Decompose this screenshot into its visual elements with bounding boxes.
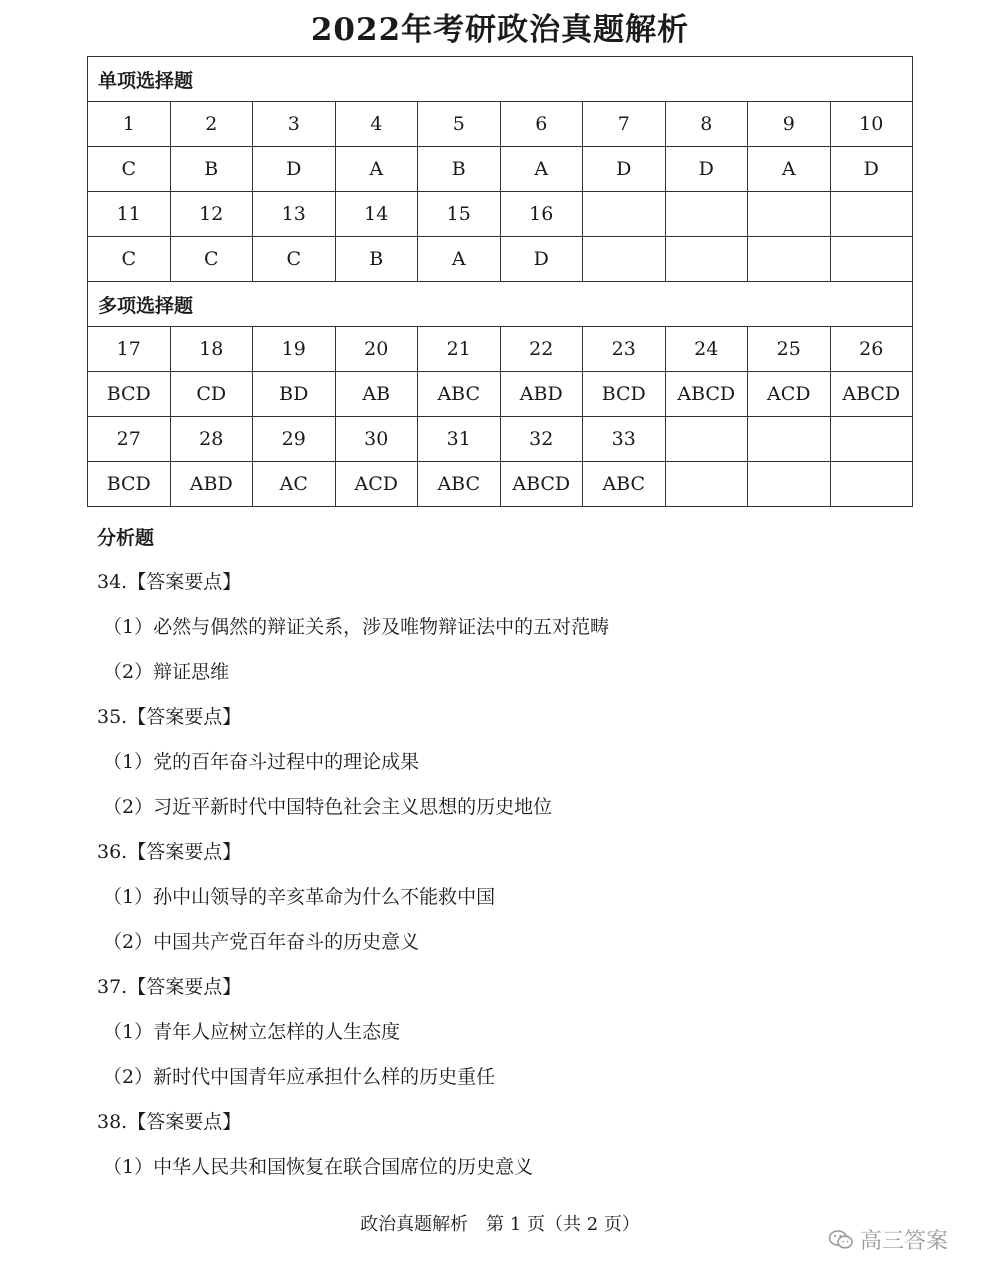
question-number-cell bbox=[748, 417, 831, 462]
analysis-question-head: 35.【答案要点】 bbox=[97, 706, 242, 728]
question-number-cell: 2 bbox=[170, 102, 253, 147]
answer-cell: BCD bbox=[88, 462, 171, 507]
question-number-cell: 19 bbox=[253, 327, 336, 372]
question-number-cell: 12 bbox=[170, 192, 253, 237]
analysis-question-list bbox=[97, 560, 917, 1190]
question-number-cell: 31 bbox=[418, 417, 501, 462]
question-number-cell bbox=[665, 192, 748, 237]
answer-cell: AB bbox=[335, 372, 418, 417]
page-footer: 政治真题解析 第 1 页（共 2 页） bbox=[360, 1214, 640, 1235]
answer-cell: B bbox=[418, 147, 501, 192]
answer-cell: ABCD bbox=[500, 462, 583, 507]
multi-choice-label: 多项选择题 bbox=[88, 282, 913, 327]
answer-cell: D bbox=[830, 147, 913, 192]
question-number-cell: 15 bbox=[418, 192, 501, 237]
analysis-section bbox=[97, 516, 917, 1190]
answer-cell: ABD bbox=[500, 372, 583, 417]
analysis-question-head: 38.【答案要点】 bbox=[97, 1111, 242, 1133]
question-number-cell: 26 bbox=[830, 327, 913, 372]
answer-row bbox=[88, 237, 913, 282]
watermark bbox=[828, 1224, 948, 1255]
answer-cell: ABC bbox=[418, 462, 501, 507]
answer-cell bbox=[583, 237, 666, 282]
single-choice-header-row bbox=[88, 57, 913, 102]
question-number-cell bbox=[665, 417, 748, 462]
answer-cell bbox=[748, 462, 831, 507]
question-number-cell: 17 bbox=[88, 327, 171, 372]
question-number-cell: 14 bbox=[335, 192, 418, 237]
answer-cell: BCD bbox=[88, 372, 171, 417]
question-number-row bbox=[88, 327, 913, 372]
analysis-question-head: 37.【答案要点】 bbox=[97, 976, 242, 998]
question-number-cell: 9 bbox=[748, 102, 831, 147]
question-number-cell bbox=[748, 192, 831, 237]
answer-table bbox=[87, 56, 913, 507]
question-number-row bbox=[88, 102, 913, 147]
question-number-cell: 32 bbox=[500, 417, 583, 462]
answer-cell: CD bbox=[170, 372, 253, 417]
answer-cell: ACD bbox=[335, 462, 418, 507]
answer-cell bbox=[665, 237, 748, 282]
question-number-cell bbox=[830, 417, 913, 462]
analysis-question-head: 34.【答案要点】 bbox=[97, 571, 242, 593]
answer-cell: ABCD bbox=[830, 372, 913, 417]
answer-cell bbox=[748, 237, 831, 282]
answer-cell: ABCD bbox=[665, 372, 748, 417]
analysis-heading: 分析题 bbox=[97, 527, 155, 549]
question-number-cell: 3 bbox=[253, 102, 336, 147]
analysis-question-head: 36.【答案要点】 bbox=[97, 841, 242, 863]
answer-point: （2）新时代中国青年应承担什么样的历史重任 bbox=[103, 1066, 496, 1088]
answer-row bbox=[88, 462, 913, 507]
answer-cell: ACD bbox=[748, 372, 831, 417]
question-number-cell: 28 bbox=[170, 417, 253, 462]
question-number-cell: 4 bbox=[335, 102, 418, 147]
question-number-cell: 23 bbox=[583, 327, 666, 372]
question-number-row bbox=[88, 417, 913, 462]
question-number-cell: 8 bbox=[665, 102, 748, 147]
question-number-cell: 6 bbox=[500, 102, 583, 147]
answer-cell: C bbox=[88, 147, 171, 192]
watermark-text: 高三答案 bbox=[860, 1229, 949, 1254]
answer-cell: BD bbox=[253, 372, 336, 417]
answer-row bbox=[88, 147, 913, 192]
answer-point: （1）党的百年奋斗过程中的理论成果 bbox=[103, 751, 420, 773]
answer-cell: ABD bbox=[170, 462, 253, 507]
answer-cell: A bbox=[335, 147, 418, 192]
answer-cell: C bbox=[253, 237, 336, 282]
question-number-cell: 30 bbox=[335, 417, 418, 462]
answer-point: （2）辩证思维 bbox=[103, 661, 230, 683]
answer-point: （1）中华人民共和国恢复在联合国席位的历史意义 bbox=[103, 1156, 534, 1178]
answer-cell: ABC bbox=[583, 462, 666, 507]
answer-point: （2）习近平新时代中国特色社会主义思想的历史地位 bbox=[103, 796, 553, 818]
answer-point: （1）必然与偶然的辩证关系，涉及唯物辩证法中的五对范畴 bbox=[103, 616, 610, 638]
wechat-icon bbox=[828, 1229, 854, 1251]
single-choice-label: 单项选择题 bbox=[88, 57, 913, 102]
answer-cell: D bbox=[665, 147, 748, 192]
answer-point: （2）中国共产党百年奋斗的历史意义 bbox=[103, 931, 420, 953]
answer-cell bbox=[830, 237, 913, 282]
answer-cell: ABC bbox=[418, 372, 501, 417]
question-number-cell: 11 bbox=[88, 192, 171, 237]
answer-cell bbox=[665, 462, 748, 507]
answer-cell: BCD bbox=[583, 372, 666, 417]
question-number-cell: 7 bbox=[583, 102, 666, 147]
answer-cell: A bbox=[418, 237, 501, 282]
question-number-cell: 1 bbox=[88, 102, 171, 147]
answer-cell: A bbox=[500, 147, 583, 192]
answer-cell: D bbox=[253, 147, 336, 192]
answer-row bbox=[88, 372, 913, 417]
answer-point: （1）青年人应树立怎样的人生态度 bbox=[103, 1021, 401, 1043]
question-number-cell: 25 bbox=[748, 327, 831, 372]
page-title: 2022年考研政治真题解析 bbox=[310, 12, 690, 48]
question-number-cell: 13 bbox=[253, 192, 336, 237]
question-number-cell: 5 bbox=[418, 102, 501, 147]
question-number-cell: 33 bbox=[583, 417, 666, 462]
question-number-cell: 21 bbox=[418, 327, 501, 372]
answer-cell: B bbox=[170, 147, 253, 192]
question-number-cell: 22 bbox=[500, 327, 583, 372]
question-number-cell: 20 bbox=[335, 327, 418, 372]
answer-cell: C bbox=[88, 237, 171, 282]
question-number-cell bbox=[583, 192, 666, 237]
question-number-cell: 29 bbox=[253, 417, 336, 462]
answer-cell: A bbox=[748, 147, 831, 192]
answer-point: （1）孙中山领导的辛亥革命为什么不能救中国 bbox=[103, 886, 496, 908]
answer-cell bbox=[830, 462, 913, 507]
question-number-row bbox=[88, 192, 913, 237]
answer-cell: D bbox=[583, 147, 666, 192]
answer-cell: AC bbox=[253, 462, 336, 507]
question-number-cell: 18 bbox=[170, 327, 253, 372]
question-number-cell: 24 bbox=[665, 327, 748, 372]
answer-cell: D bbox=[500, 237, 583, 282]
question-number-cell: 16 bbox=[500, 192, 583, 237]
answer-cell: C bbox=[170, 237, 253, 282]
question-number-cell: 27 bbox=[88, 417, 171, 462]
answer-cell: B bbox=[335, 237, 418, 282]
multi-choice-header-row bbox=[88, 282, 913, 327]
question-number-cell bbox=[830, 192, 913, 237]
question-number-cell: 10 bbox=[830, 102, 913, 147]
